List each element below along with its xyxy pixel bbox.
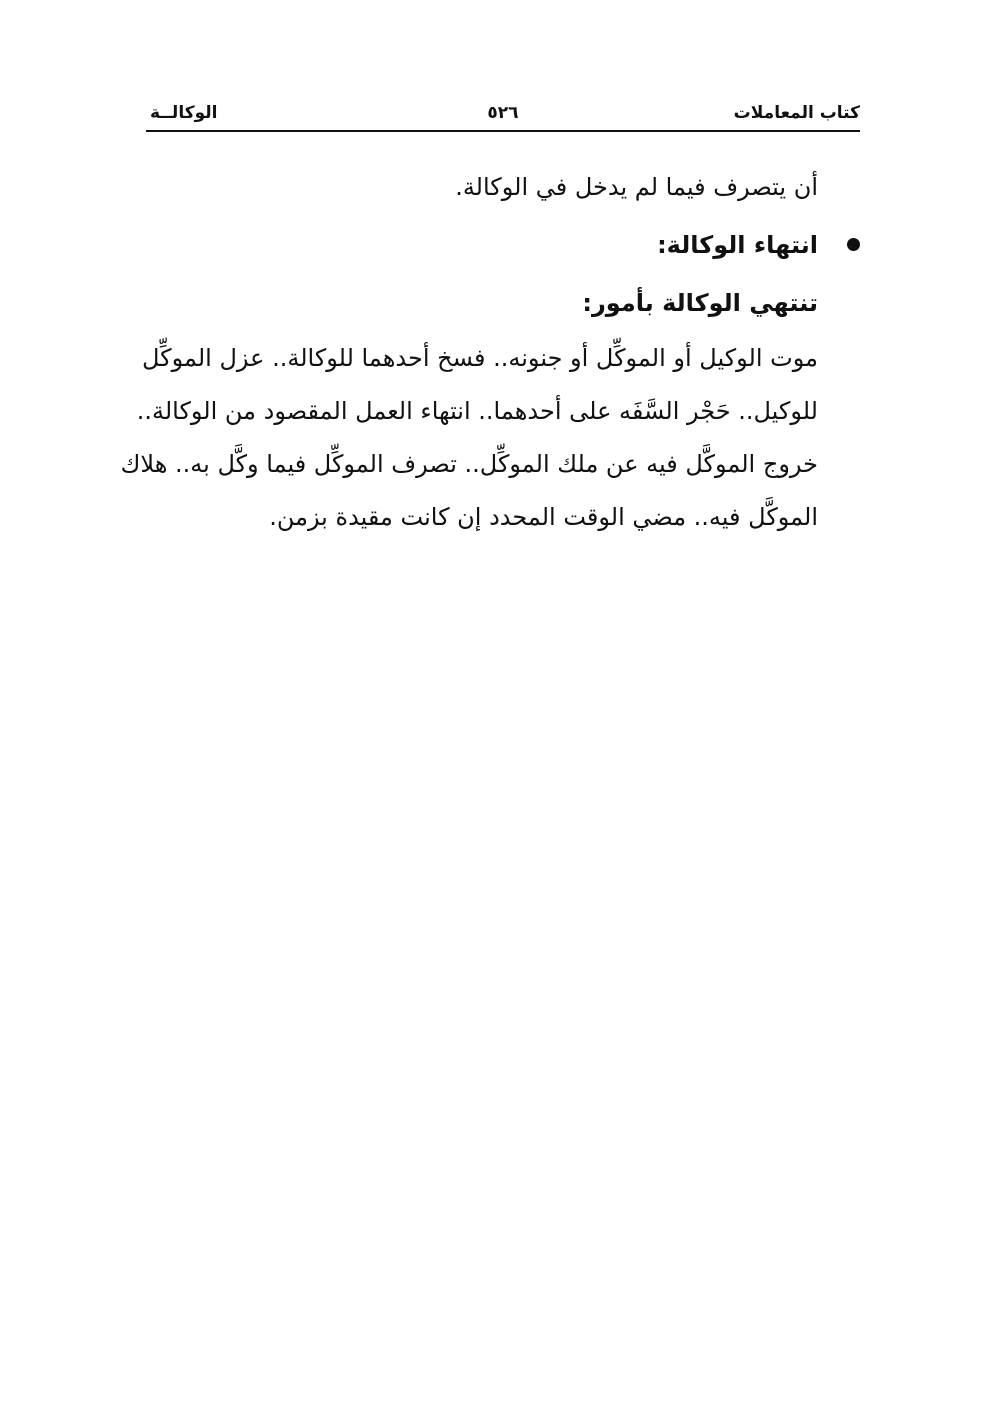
header-divider	[146, 130, 860, 132]
section-heading-row	[146, 216, 860, 274]
bullet-icon	[847, 238, 860, 251]
book-title: كتاب المعاملات	[733, 103, 860, 123]
page-number: ٥٢٦	[487, 103, 519, 123]
intro-line: أن يتصرف فيما لم يدخل في الوكالة.	[455, 173, 818, 201]
section-heading: انتهاء الوكالة:	[657, 231, 818, 259]
chapter-title: الوكالــة	[150, 103, 218, 123]
page-body	[120, 158, 818, 544]
paragraph-line: الموكَّل فيه.. مضي الوقت المحدد إن كانت مقيدة بزمن.	[269, 503, 818, 531]
paragraph-line: للوكيل.. حَجْر السَّفَه على أحدهما.. انتهاء العمل المقصود من الوكالة..	[136, 397, 818, 425]
subheading: تنتهي الوكالة بأمور:	[582, 289, 818, 317]
paragraph-line: موت الوكيل أو الموكِّل أو جنونه.. فسخ أحدهما للوكالة.. عزل الموكِّل	[141, 344, 818, 372]
paragraph	[120, 332, 818, 544]
running-header	[146, 98, 860, 128]
paragraph-line: خروج الموكَّل فيه عن ملك الموكِّل.. تصرف الموكِّل فيما وكَّل به.. هلاك	[120, 450, 818, 478]
